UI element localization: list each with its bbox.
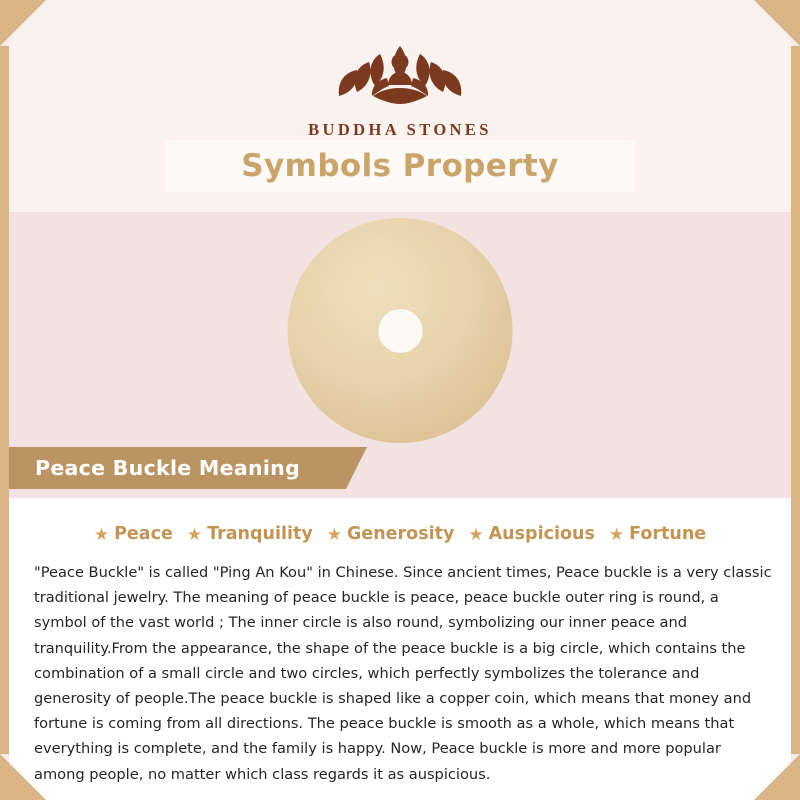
- keyword-label: Peace: [114, 524, 173, 544]
- keyword-label: Tranquility: [207, 524, 313, 544]
- star-icon: ★: [326, 524, 342, 544]
- star-icon: ★: [186, 524, 203, 544]
- page-title: Symbols Property: [241, 148, 559, 184]
- keyword-item: [94, 524, 173, 544]
- section-ribbon-label: Peace Buckle Meaning: [35, 456, 301, 480]
- section-ribbon: [9, 447, 346, 489]
- disc-center-hole: [378, 309, 422, 353]
- keyword-list: [30, 524, 770, 544]
- keyword-item: [187, 524, 313, 544]
- lotus-meditation-figure-icon: [0, 22, 800, 114]
- keyword-label: Fortune: [629, 524, 707, 544]
- body-paragraph: "Peace Buckle" is called "Ping An Kou" in Chinese. Since ancient times, Peace buckle is a very classic traditional jewelry. The meaning of peace buckle is peace, peace buckle outer ring is round, a symbol of the vast world ; The inner circle is also round, symbolizing our inner peace and tranquility.From the appearance, the shape of the peace buckle is a big circle, which contains the combination of a small circle and two circles, which perfectly symbolizes the tolerance and generosity of people.The peace buckle is shaped like a copper coin, which means that money and fortune is coming from all directions. The peace buckle is smooth as a whole, which means that everything is complete, and the family is happy. Now, Peace buckle is more and more popular among people, no matter which class regards it as auspicious.: [34, 564, 772, 783]
- brand-logo: [0, 22, 800, 140]
- keyword-label: Generosity: [346, 524, 455, 544]
- star-icon: ★: [468, 524, 484, 544]
- brand-name: BUDDHA STONES: [308, 120, 492, 139]
- star-icon: ★: [608, 524, 625, 544]
- keyword-item: [327, 524, 455, 544]
- keyword-item: [609, 524, 706, 544]
- keyword-item: [468, 524, 594, 544]
- star-icon: ★: [93, 524, 110, 544]
- keyword-label: Auspicious: [488, 524, 595, 544]
- peace-buckle-disc-icon: [288, 218, 513, 443]
- page-title-bar: [165, 140, 635, 192]
